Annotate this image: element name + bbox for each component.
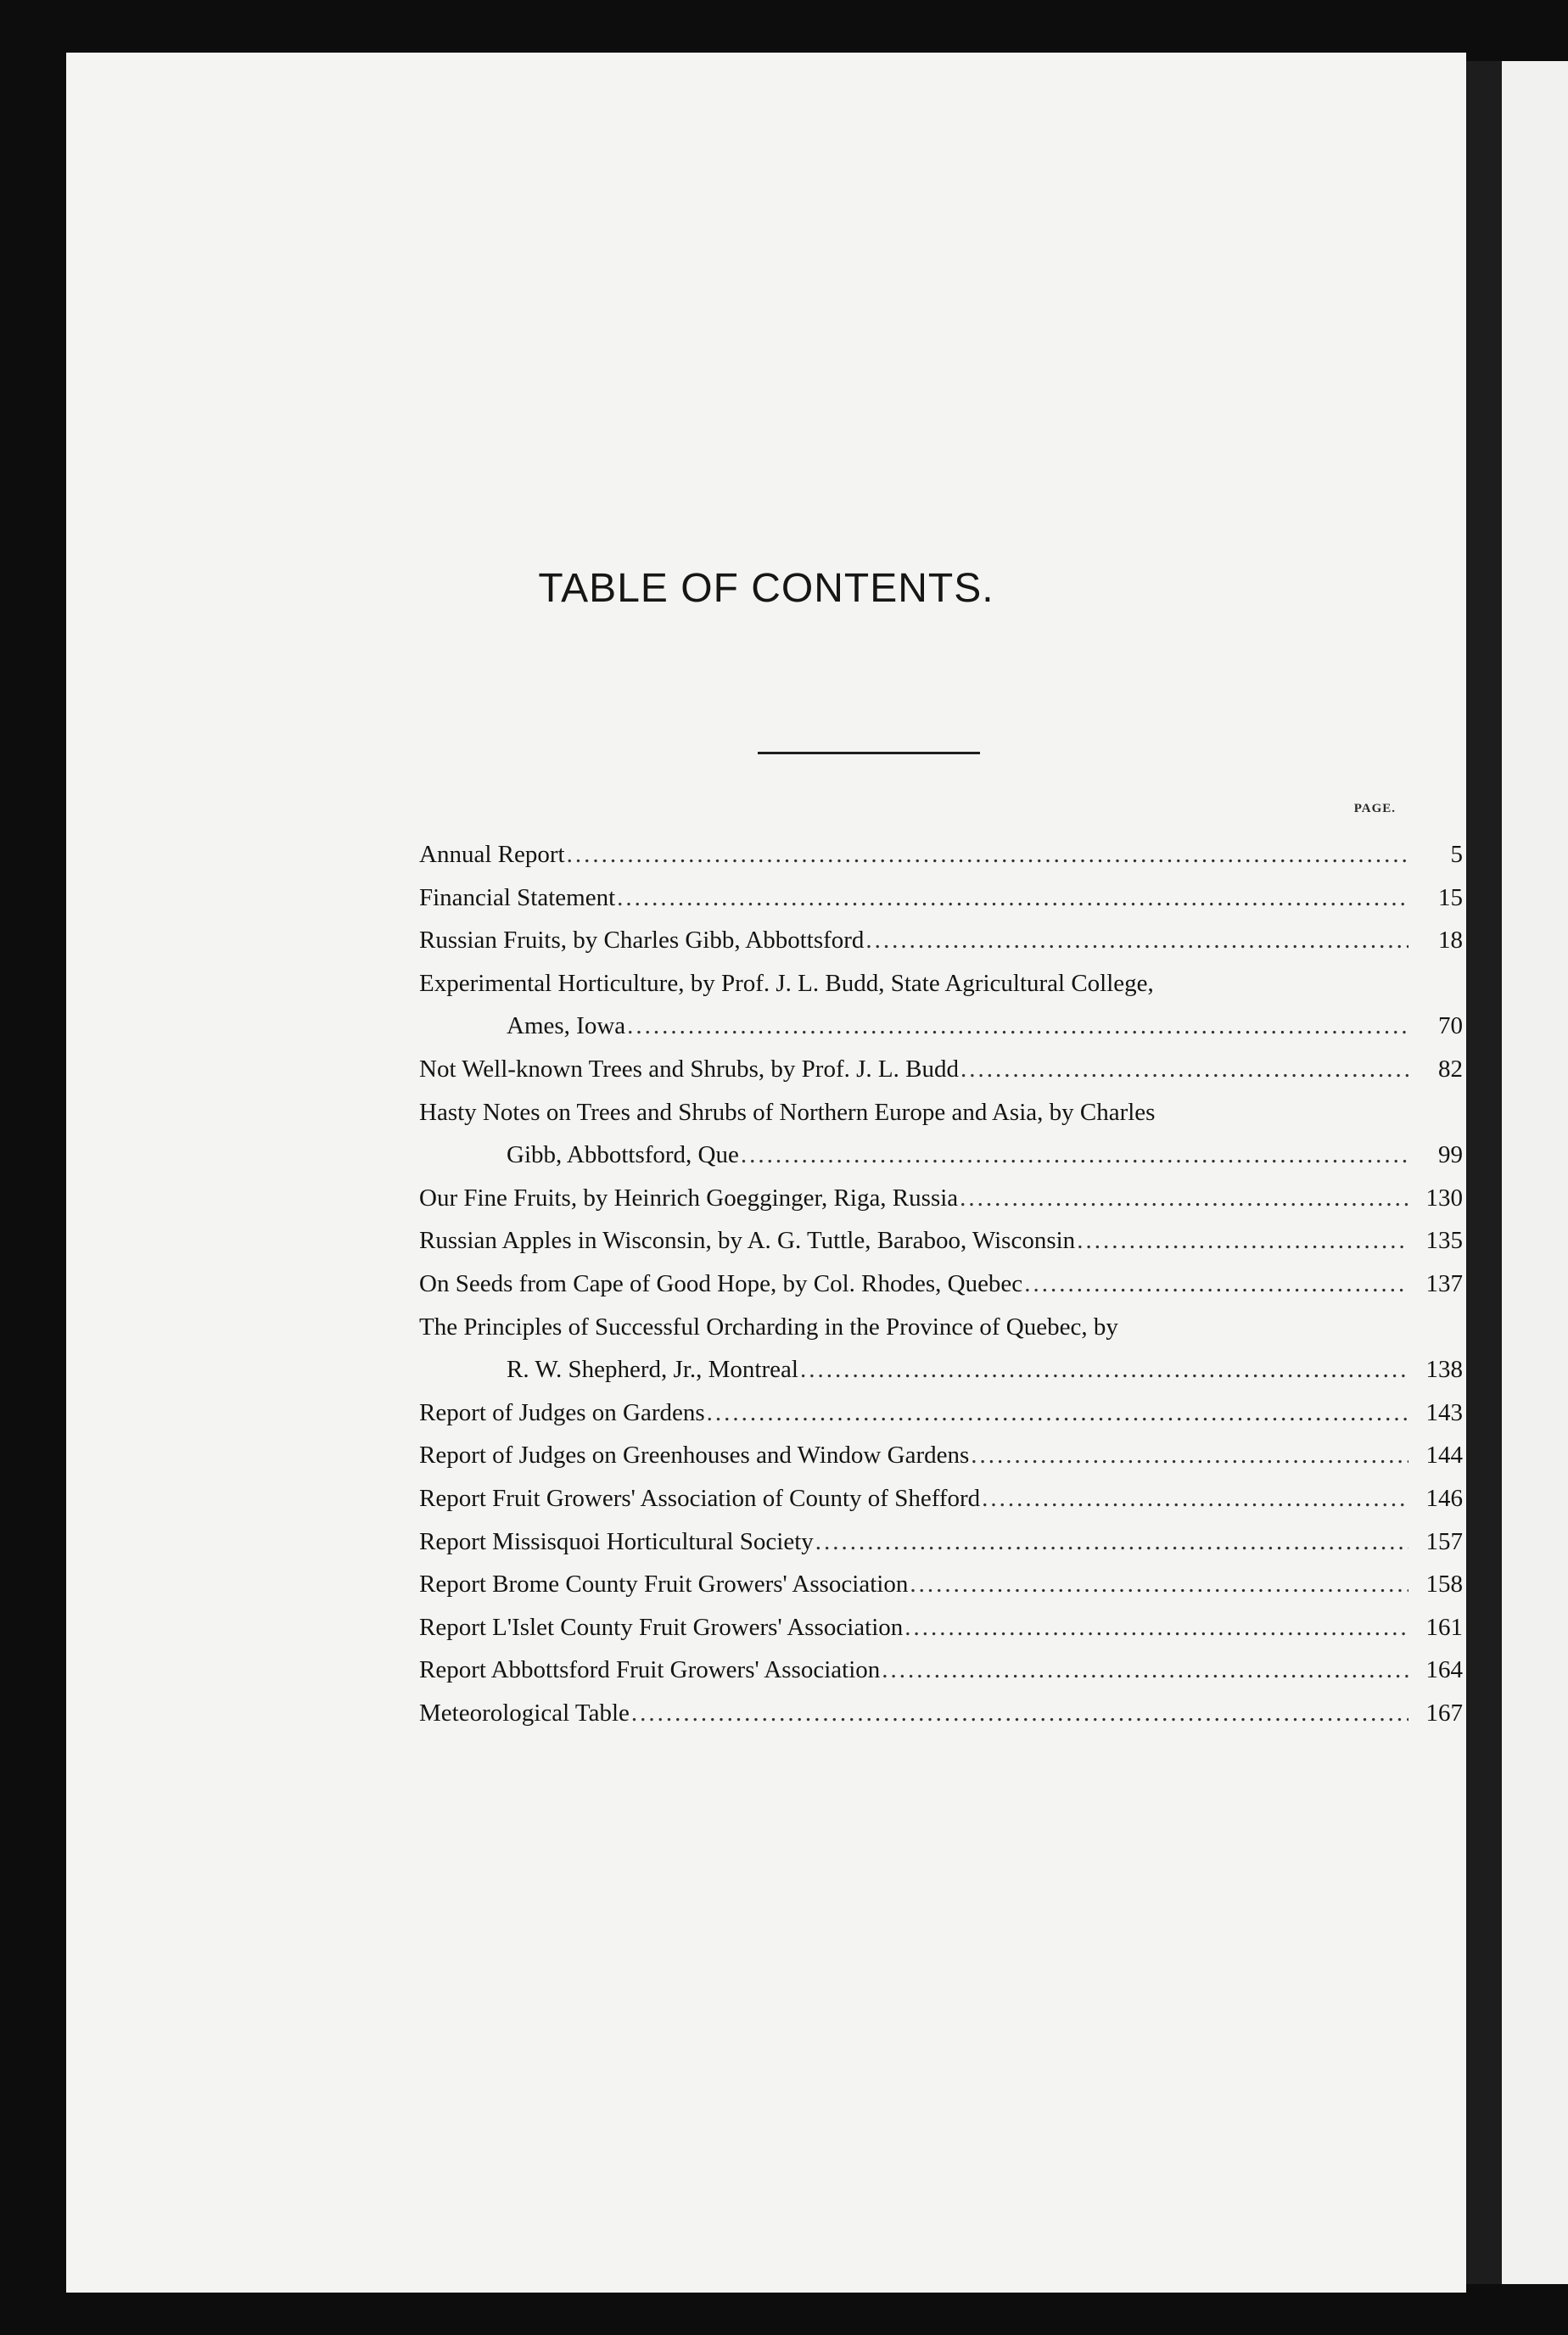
book-gutter bbox=[1466, 61, 1502, 2284]
toc-list bbox=[419, 833, 1463, 1734]
toc-entry bbox=[419, 1434, 1463, 1477]
toc-entry-title: Report of Judges on Greenhouses and Window Gardens bbox=[419, 1442, 970, 1470]
dot-leader bbox=[627, 1005, 1408, 1048]
toc-entry bbox=[419, 833, 1463, 876]
page-title: TABLE OF CONTENTS. bbox=[538, 566, 994, 611]
toc-entry-page-number: 144 bbox=[1425, 1442, 1463, 1470]
toc-entry-page-number: 130 bbox=[1425, 1184, 1463, 1212]
dot-leader bbox=[882, 1649, 1408, 1692]
toc-entry-title-line: Experimental Horticulture, by Prof. J. L. Budd, State Agricultural College, bbox=[419, 969, 1154, 997]
toc-entry bbox=[419, 1606, 1463, 1649]
facing-page-edge bbox=[1502, 61, 1568, 2284]
toc-entry-page-number: 164 bbox=[1425, 1656, 1463, 1684]
toc-entry-page-number: 135 bbox=[1425, 1227, 1463, 1255]
book-page bbox=[66, 53, 1466, 2293]
toc-entry bbox=[419, 919, 1463, 962]
toc-entry-title: Ames, Iowa bbox=[507, 1012, 626, 1040]
toc-entry-page-number: 161 bbox=[1425, 1613, 1463, 1641]
dot-leader bbox=[1077, 1219, 1408, 1263]
dot-leader bbox=[971, 1434, 1408, 1477]
page-column-header: PAGE. bbox=[1353, 802, 1396, 815]
dot-leader bbox=[815, 1520, 1408, 1564]
toc-entry bbox=[419, 1649, 1463, 1692]
toc-entry-page-number: 167 bbox=[1425, 1699, 1463, 1727]
toc-entry-title: Report L'Islet County Fruit Growers' Association bbox=[419, 1613, 904, 1641]
toc-entry bbox=[419, 876, 1463, 920]
toc-entry bbox=[419, 1692, 1463, 1735]
toc-entry bbox=[419, 1477, 1463, 1520]
toc-entry bbox=[419, 1219, 1463, 1263]
toc-entry bbox=[419, 1177, 1463, 1220]
toc-entry-title: Report of Judges on Gardens bbox=[419, 1398, 705, 1426]
toc-entry bbox=[419, 1091, 1463, 1177]
dot-leader bbox=[910, 1563, 1408, 1606]
toc-entry-page-number: 157 bbox=[1425, 1527, 1463, 1555]
dot-leader bbox=[631, 1692, 1408, 1735]
toc-entry-page-number: 158 bbox=[1425, 1571, 1463, 1599]
toc-entry-title: On Seeds from Cape of Good Hope, by Col. Rhodes, Quebec bbox=[419, 1269, 1023, 1297]
toc-entry-title-line: The Principles of Successful Orcharding in the Province of Quebec, by bbox=[419, 1313, 1118, 1341]
dot-leader bbox=[707, 1391, 1408, 1435]
toc-entry-page-number: 70 bbox=[1438, 1012, 1463, 1040]
dot-leader bbox=[960, 1048, 1408, 1091]
toc-entry-page-number: 138 bbox=[1425, 1356, 1463, 1384]
title-rule bbox=[758, 752, 980, 754]
toc-entry bbox=[419, 962, 1463, 1048]
toc-entry-title: Russian Fruits, by Charles Gibb, Abbottsford bbox=[419, 927, 865, 955]
toc-entry-page-number: 5 bbox=[1450, 841, 1463, 868]
toc-entry-title-line: Hasty Notes on Trees and Shrubs of Northern Europe and Asia, by Charles bbox=[419, 1098, 1156, 1126]
toc-entry bbox=[419, 1563, 1463, 1606]
toc-entry bbox=[419, 1306, 1463, 1391]
dot-leader bbox=[1024, 1263, 1408, 1306]
toc-entry-title: Report Abbottsford Fruit Growers' Association bbox=[419, 1656, 881, 1684]
toc-entry-page-number: 137 bbox=[1425, 1269, 1463, 1297]
toc-entry bbox=[419, 1048, 1463, 1091]
dot-leader bbox=[960, 1177, 1408, 1220]
toc-entry-page-number: 146 bbox=[1425, 1484, 1463, 1512]
dot-leader bbox=[617, 876, 1408, 920]
toc-entry-title: Annual Report bbox=[419, 841, 565, 868]
toc-entry-title: Meteorological Table bbox=[419, 1699, 630, 1727]
toc-entry-title: Report Fruit Growers' Association of County of Shefford bbox=[419, 1484, 981, 1512]
dot-leader bbox=[982, 1477, 1408, 1520]
toc-entry-page-number: 143 bbox=[1425, 1398, 1463, 1426]
toc-entry-title: Report Brome County Fruit Growers' Association bbox=[419, 1571, 909, 1599]
toc-entry-page-number: 18 bbox=[1438, 927, 1463, 955]
dot-leader bbox=[904, 1606, 1408, 1649]
toc-entry-title: Financial Statement bbox=[419, 883, 616, 911]
toc-entry-page-number: 82 bbox=[1438, 1055, 1463, 1083]
toc-entry-title: R. W. Shepherd, Jr., Montreal bbox=[507, 1356, 798, 1384]
toc-entry bbox=[419, 1520, 1463, 1564]
toc-entry-title: Our Fine Fruits, by Heinrich Goegginger, Riga, Russia bbox=[419, 1184, 959, 1212]
toc-entry-title: Not Well-known Trees and Shrubs, by Prof. J. L. Budd bbox=[419, 1055, 959, 1083]
dot-leader bbox=[800, 1348, 1408, 1391]
toc-entry-title: Gibb, Abbottsford, Que bbox=[507, 1141, 739, 1169]
dot-leader bbox=[865, 919, 1408, 962]
toc-entry-title: Report Missisquoi Horticultural Society bbox=[419, 1527, 814, 1555]
dot-leader bbox=[741, 1134, 1408, 1177]
toc-entry-page-number: 99 bbox=[1438, 1141, 1463, 1169]
dot-leader bbox=[567, 833, 1408, 876]
toc-entry bbox=[419, 1263, 1463, 1306]
toc-entry-title: Russian Apples in Wisconsin, by A. G. Tuttle, Baraboo, Wisconsin bbox=[419, 1227, 1076, 1255]
toc-entry-page-number: 15 bbox=[1438, 883, 1463, 911]
toc-entry bbox=[419, 1391, 1463, 1435]
